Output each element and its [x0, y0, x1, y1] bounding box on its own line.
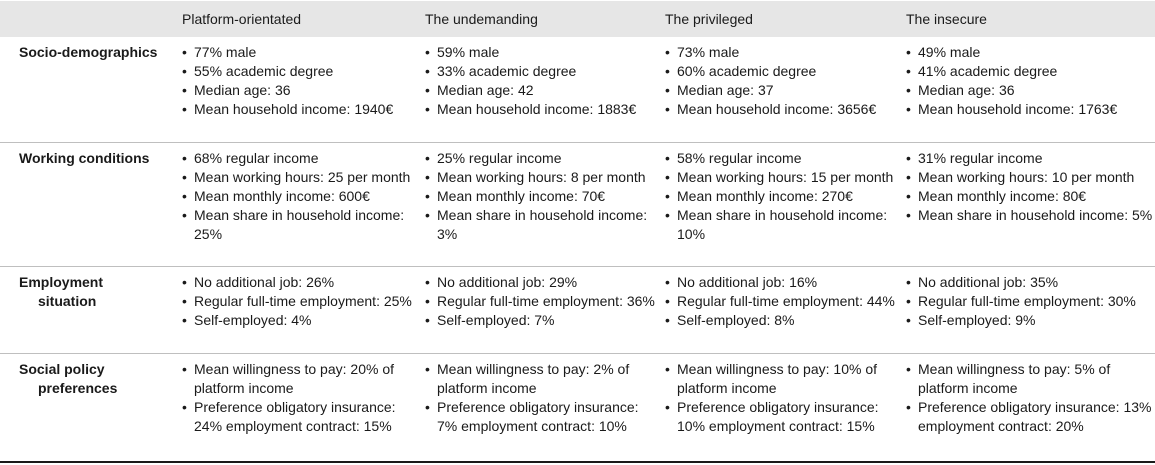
list-item: • Mean working hours: 8 per month — [425, 168, 655, 187]
cell-privileged — [655, 267, 896, 353]
row-label-text: preferences — [38, 380, 118, 396]
cell-insecure — [896, 267, 1155, 353]
list-item: • Preference obligatory insurance: 7% employment contract: 10% — [425, 398, 655, 436]
list-item: • Median age: 36 — [906, 81, 1155, 100]
list-item: • No additional job: 29% — [425, 273, 655, 292]
list-item: • No additional job: 35% — [906, 273, 1155, 292]
row-social-policy-preferences — [0, 353, 1155, 461]
list-item: • Mean household income: 3656€ — [665, 100, 896, 119]
list-item: • 77% male — [182, 43, 415, 62]
list-item: • Mean willingness to pay: 5% of platform income — [906, 360, 1155, 398]
row-label-text: Working conditions — [19, 150, 150, 166]
row-label — [0, 37, 172, 142]
list-item: • 55% academic degree — [182, 62, 415, 81]
list-item: • Mean working hours: 25 per month — [182, 168, 415, 187]
cell-undemanding — [415, 37, 655, 142]
table-header — [0, 0, 1155, 37]
list-item: • Mean willingness to pay: 20% of platform income — [182, 360, 415, 398]
list-item: • Self-employed: 7% — [425, 311, 655, 330]
row-employment-situation — [0, 266, 1155, 353]
list-item: • Regular full-time employment: 30% — [906, 292, 1155, 311]
list-item: • Mean monthly income: 600€ — [182, 187, 415, 206]
row-label — [0, 267, 172, 353]
list-item: • No additional job: 26% — [182, 273, 415, 292]
list-item: • Mean share in household income: 25% — [182, 206, 415, 244]
cell-insecure — [896, 143, 1155, 266]
header-platform-orientated: Platform-orientated — [182, 10, 302, 27]
cell-undemanding — [415, 354, 655, 461]
header-insecure: The insecure — [906, 10, 987, 27]
list-item: • Mean household income: 1883€ — [425, 100, 655, 119]
cell-platform-orientated — [172, 354, 415, 461]
list-item: • Mean household income: 1940€ — [182, 100, 415, 119]
list-item: • Mean working hours: 15 per month — [665, 168, 896, 187]
list-item: • Median age: 42 — [425, 81, 655, 100]
list-item: • Regular full-time employment: 25% — [182, 292, 415, 311]
list-item: • Median age: 37 — [665, 81, 896, 100]
list-item: • 33% academic degree — [425, 62, 655, 81]
row-label-text: Employment — [19, 274, 104, 290]
list-item: • 58% regular income — [665, 149, 896, 168]
list-item: • 60% academic degree — [665, 62, 896, 81]
row-label-text: Socio-demographics — [19, 44, 158, 60]
list-item: • Mean monthly income: 270€ — [665, 187, 896, 206]
list-item: • Preference obligatory insurance: 10% employment contract: 15% — [665, 398, 896, 436]
list-item: • Mean household income: 1763€ — [906, 100, 1155, 119]
row-label — [0, 143, 172, 266]
list-item: • 31% regular income — [906, 149, 1155, 168]
row-working-conditions — [0, 142, 1155, 266]
list-item: • Preference obligatory insurance: 24% employment contract: 15% — [182, 398, 415, 436]
cell-platform-orientated — [172, 37, 415, 142]
cell-undemanding — [415, 143, 655, 266]
cell-privileged — [655, 143, 896, 266]
row-label-text: Social policy — [19, 361, 105, 377]
list-item: • Self-employed: 9% — [906, 311, 1155, 330]
list-item: • Regular full-time employment: 36% — [425, 292, 655, 311]
cell-platform-orientated — [172, 267, 415, 353]
list-item: • 73% male — [665, 43, 896, 62]
bottom-rule — [0, 461, 1155, 463]
list-item: • Mean willingness to pay: 2% of platform income — [425, 360, 655, 398]
list-item: • 68% regular income — [182, 149, 415, 168]
list-item: • Mean share in household income: 10% — [665, 206, 896, 244]
header-undemanding: The undemanding — [425, 10, 538, 27]
list-item: • Mean monthly income: 70€ — [425, 187, 655, 206]
cell-insecure — [896, 354, 1155, 461]
list-item: • Preference obligatory insurance: 13% employment contract: 20% — [906, 398, 1155, 436]
row-label-text: situation — [38, 293, 97, 309]
list-item: • Mean monthly income: 80€ — [906, 187, 1155, 206]
list-item: • 25% regular income — [425, 149, 655, 168]
list-item: • Median age: 36 — [182, 81, 415, 100]
list-item: • 41% academic degree — [906, 62, 1155, 81]
list-item: • Mean working hours: 10 per month — [906, 168, 1155, 187]
row-label — [0, 354, 172, 461]
list-item: • Mean share in household income: 3% — [425, 206, 655, 244]
row-socio-demographics — [0, 37, 1155, 142]
list-item: • 49% male — [906, 43, 1155, 62]
list-item: • No additional job: 16% — [665, 273, 896, 292]
cell-privileged — [655, 354, 896, 461]
list-item: • Self-employed: 8% — [665, 311, 896, 330]
cell-insecure — [896, 37, 1155, 142]
cell-platform-orientated — [172, 143, 415, 266]
cell-privileged — [655, 37, 896, 142]
list-item: • Mean share in household income: 5% — [906, 206, 1155, 225]
list-item: • 59% male — [425, 43, 655, 62]
header-privileged: The privileged — [665, 10, 753, 27]
top-rule — [0, 0, 1155, 1]
list-item: • Regular full-time employment: 44% — [665, 292, 896, 311]
cell-undemanding — [415, 267, 655, 353]
list-item: • Self-employed: 4% — [182, 311, 415, 330]
list-item: • Mean willingness to pay: 10% of platform income — [665, 360, 896, 398]
